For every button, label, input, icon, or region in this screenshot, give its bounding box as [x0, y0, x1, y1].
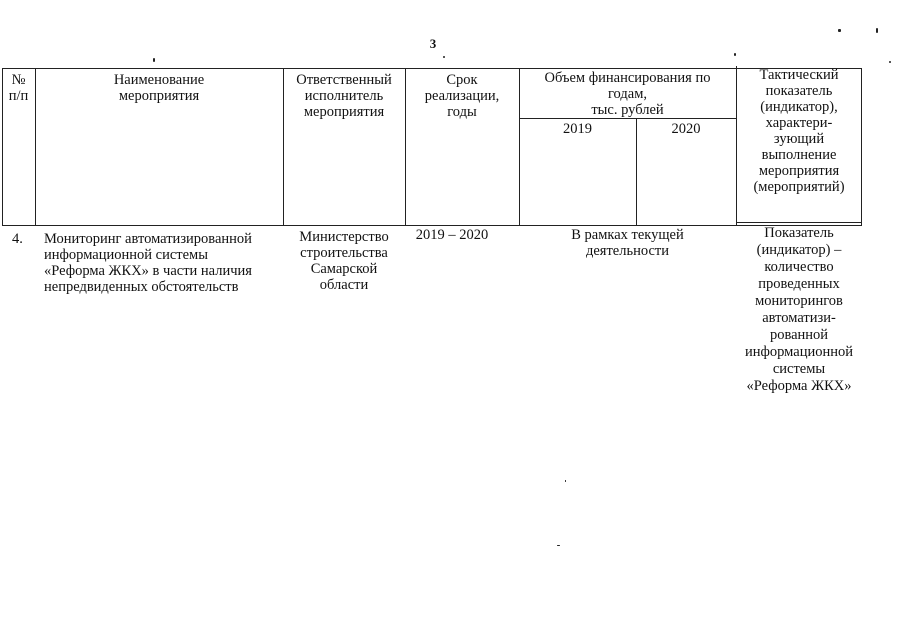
header-name-line: Наименование — [113, 72, 205, 88]
header-num-line: п/п — [8, 88, 29, 104]
header-period-line: годы — [447, 104, 477, 120]
header-indicator-line: мероприятия — [758, 163, 840, 179]
scan-speck — [557, 545, 560, 546]
header-funding-line: Объем финансирования по — [544, 70, 711, 86]
row-name-line: «Реформа ЖКХ» в части наличия — [44, 263, 252, 279]
header-indicator-line: характери- — [765, 115, 833, 131]
scan-speck — [734, 53, 736, 56]
scan-speck — [153, 58, 155, 62]
header-period-line: реализации, — [424, 88, 500, 104]
row-num: 4. — [12, 231, 23, 247]
header-num-line: № — [11, 72, 26, 88]
row-indicator-line: мониторингов — [755, 293, 843, 309]
header-indicator-line: выполнение — [761, 147, 837, 163]
header-indicator-line: (мероприятий) — [753, 179, 845, 195]
row-indicator-line: количество — [764, 259, 834, 275]
row-indicator-line: автоматизи- — [762, 310, 836, 326]
header-executor-line: Ответственный — [296, 72, 392, 88]
row-executor-line: строительства — [300, 245, 388, 261]
row-name — [44, 231, 282, 295]
row-executor — [283, 229, 405, 293]
header-indicator-line: Тактический — [759, 67, 839, 83]
header-indicator-line: показатель — [765, 83, 833, 99]
scan-speck — [838, 29, 841, 32]
header-executor — [283, 72, 405, 120]
header-funding-line: годам, — [607, 86, 648, 102]
row-indicator-line: информационной — [744, 344, 853, 360]
row-executor-line: Самарской — [310, 261, 378, 277]
funding-subheader-rule — [519, 118, 736, 119]
header-name-line: мероприятия — [118, 88, 200, 104]
row-indicator-line: системы — [772, 361, 826, 377]
scan-speck — [443, 56, 445, 58]
row-indicator-line: рованной — [769, 327, 829, 343]
header-name — [35, 72, 283, 104]
header-period — [405, 72, 519, 120]
header-funding — [519, 70, 736, 118]
header-year-2019: 2019 — [563, 121, 592, 137]
row-indicator-line: (индикатор) – — [756, 242, 842, 258]
header-executor-line: исполнитель — [304, 88, 384, 104]
row-name-line: информационной системы — [44, 247, 208, 263]
row-funding-line: деятельности — [585, 243, 669, 259]
row-indicator — [736, 225, 862, 395]
scan-speck — [565, 480, 566, 482]
row-period: 2019 – 2020 — [415, 227, 489, 243]
row-name-line: Мониторинг автоматизированной — [44, 231, 252, 247]
scan-speck — [876, 28, 878, 33]
header-num — [2, 72, 35, 104]
row-funding — [519, 227, 736, 259]
page-number: 3 — [429, 36, 437, 51]
scan-speck — [889, 61, 891, 63]
row-indicator-line: «Реформа ЖКХ» — [746, 378, 852, 394]
header-year-2020: 2020 — [671, 121, 701, 137]
row-funding-line: В рамках текущей — [571, 227, 684, 243]
header-indicator-line: (индикатор), — [760, 99, 838, 115]
header-period-line: Срок — [446, 72, 478, 88]
row-executor-line: Министерство — [299, 229, 389, 245]
indicator-bottom-rule — [736, 222, 862, 223]
header-funding-line: тыс. рублей — [591, 102, 664, 118]
header-indicator-line: зующий — [773, 131, 825, 147]
header-executor-line: мероприятия — [303, 104, 385, 120]
row-indicator-line: проведенных — [758, 276, 840, 292]
row-name-line: непредвиденных обстоятельств — [44, 279, 239, 295]
row-executor-line: области — [319, 277, 369, 293]
header-indicator — [736, 67, 862, 195]
row-indicator-line: Показатель — [764, 225, 834, 241]
